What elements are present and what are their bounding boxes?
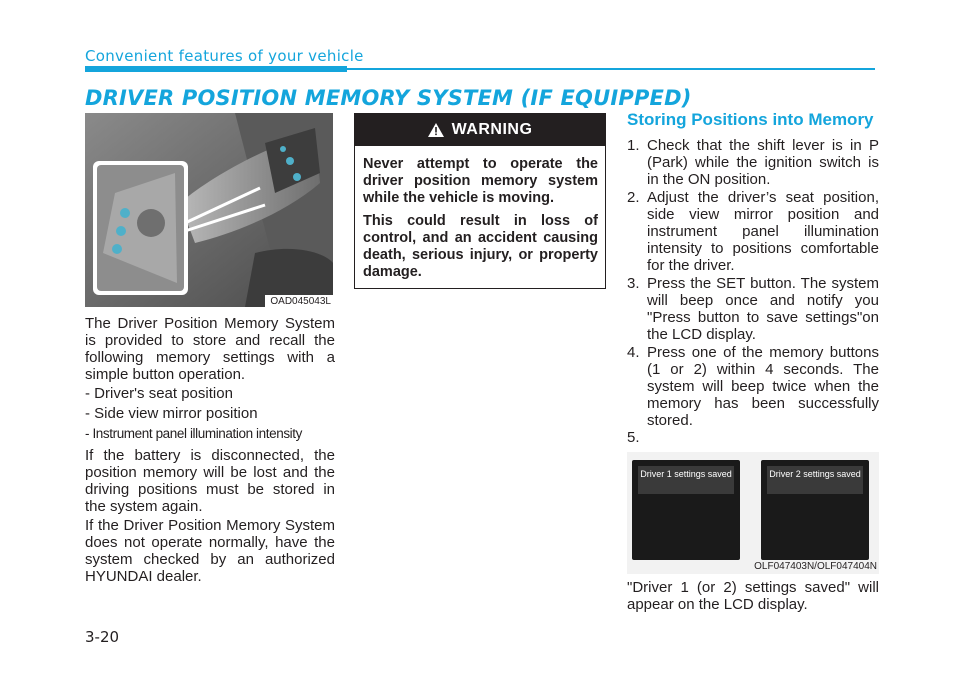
battery-paragraph: If the battery is disconnected, the position memory will be lost and the driving positions must be stored in the system again. bbox=[85, 447, 335, 515]
memory-item-2: - Side view mirror position bbox=[85, 405, 258, 422]
step-number: 5. bbox=[627, 429, 640, 446]
storing-title: Storing Positions into Memory bbox=[627, 110, 874, 129]
lcd-message-1: Driver 1 settings saved bbox=[638, 466, 734, 494]
warning-box bbox=[354, 113, 606, 289]
step-number: 3. bbox=[627, 275, 640, 292]
step-3 bbox=[627, 275, 879, 343]
door-panel-photo bbox=[85, 113, 333, 307]
step-number: 4. bbox=[627, 344, 640, 361]
step-1 bbox=[627, 137, 879, 188]
step-text: Check that the shift lever is in P (Park) while the ignition switch is in the ON position. bbox=[647, 137, 879, 188]
photo-caption: OAD045043L bbox=[265, 295, 333, 307]
step-4 bbox=[627, 344, 879, 429]
header-rule bbox=[347, 68, 875, 70]
lcd-screen-driver-2 bbox=[761, 460, 869, 560]
after-paragraph: "Driver 1 (or 2) settings saved" will appear on the LCD display. bbox=[627, 579, 879, 613]
step-2 bbox=[627, 189, 879, 274]
dealer-paragraph: If the Driver Position Memory System does not operate normally, have the system checked by an authorized HYUNDAI dealer. bbox=[85, 517, 335, 585]
warning-label: WARNING bbox=[451, 121, 533, 138]
warning-text-2: This could result in loss of control, and an accident causing death, serious injury, or property damage. bbox=[363, 213, 598, 280]
warning-text-1: Never attempt to operate the driver position memory system while the vehicle is moving. bbox=[363, 156, 598, 206]
step-number: 1. bbox=[627, 137, 640, 154]
header-accent-bar bbox=[85, 66, 347, 72]
memory-item-3: - Instrument panel illumination intensity bbox=[85, 426, 302, 441]
lcd-illustration bbox=[627, 452, 879, 574]
warning-triangle-icon bbox=[428, 123, 444, 137]
step-number: 2. bbox=[627, 189, 640, 206]
lcd-screen-driver-1 bbox=[632, 460, 740, 560]
page-number: 3-20 bbox=[85, 628, 120, 646]
section-header-label: Convenient features of your vehicle bbox=[85, 47, 364, 65]
intro-paragraph: The Driver Position Memory System is provided to store and recall the following memory settings with a simple button operation. bbox=[85, 315, 335, 383]
step-text: Press one of the memory buttons (1 or 2) within 4 seconds. The system will beep twice when the memory has been successfully stored. bbox=[647, 344, 879, 429]
step-text: Press the SET button. The system will beep once and notify you "Press button to save settings"on the LCD display. bbox=[647, 275, 879, 343]
step-text: Adjust the driver’s seat position, side view mirror position and instrument panel illumination intensity to positions comfortable for the driver. bbox=[647, 189, 879, 274]
lcd-message-2: Driver 2 settings saved bbox=[767, 466, 863, 494]
lcd-caption: OLF047403N/OLF047404N bbox=[754, 561, 877, 572]
page-title: DRIVER POSITION MEMORY SYSTEM (IF EQUIPPED) bbox=[85, 86, 692, 110]
memory-item-1: - Driver's seat position bbox=[85, 385, 233, 402]
warning-header bbox=[355, 114, 605, 146]
door-panel-illustration bbox=[85, 113, 333, 307]
